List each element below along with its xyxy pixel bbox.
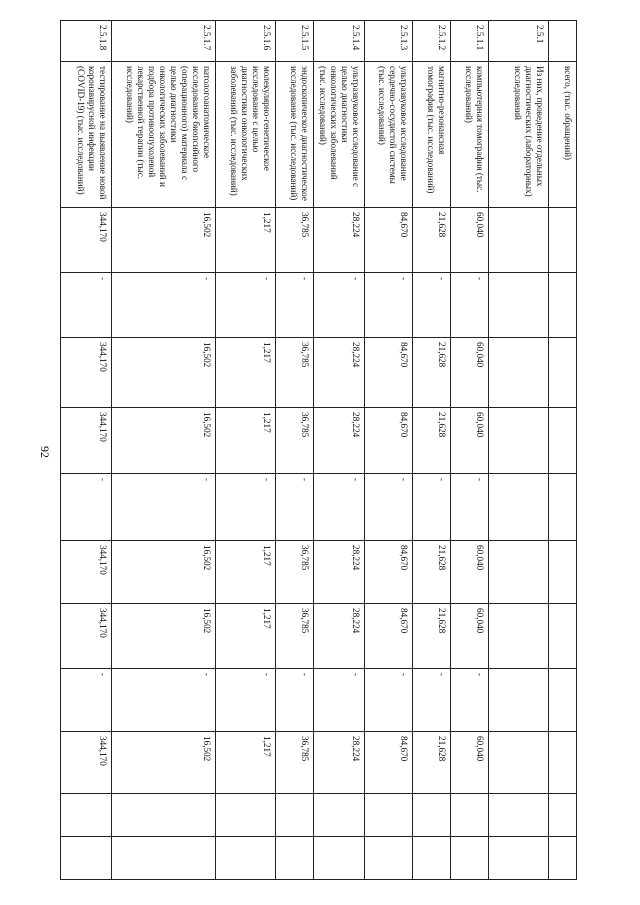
- value-cell: [451, 837, 489, 880]
- row-code: 2.5.1.6: [216, 21, 276, 62]
- table-row: [413, 21, 451, 880]
- value-cell: 36,785: [276, 408, 314, 474]
- value-cell: 21,628: [413, 338, 451, 408]
- row-code: 2.5.1.5: [276, 21, 314, 62]
- value-cell: 16,502: [112, 541, 216, 604]
- value-cell: [549, 408, 577, 474]
- value-cell: [549, 273, 577, 338]
- value-cell: -: [216, 474, 276, 541]
- value-cell: 28,224: [314, 208, 365, 273]
- value-cell: -: [216, 669, 276, 732]
- value-cell: [314, 837, 365, 880]
- row-code: 2.5.1.8: [61, 21, 112, 62]
- value-cell: 84,670: [365, 408, 413, 474]
- value-cell: [489, 541, 549, 604]
- value-cell: -: [413, 474, 451, 541]
- value-cell: [314, 794, 365, 837]
- value-cell: 16,502: [112, 208, 216, 273]
- value-cell: [549, 541, 577, 604]
- value-cell: [216, 837, 276, 880]
- value-cell: 84,670: [365, 338, 413, 408]
- value-cell: 1,217: [216, 604, 276, 669]
- value-cell: 36,785: [276, 541, 314, 604]
- value-cell: -: [276, 669, 314, 732]
- value-cell: [489, 408, 549, 474]
- value-cell: 28,224: [314, 604, 365, 669]
- row-code: 2.5.1.1: [451, 21, 489, 62]
- value-cell: -: [314, 273, 365, 338]
- value-cell: [61, 837, 112, 880]
- value-cell: [549, 604, 577, 669]
- value-cell: 28,224: [314, 541, 365, 604]
- table-row: [112, 21, 216, 880]
- value-cell: 84,670: [365, 604, 413, 669]
- value-cell: 28,224: [314, 408, 365, 474]
- value-cell: -: [276, 273, 314, 338]
- table-row: [314, 21, 365, 880]
- row-label: магнитно-резонансная томография (тыс. исследований): [413, 62, 451, 208]
- row-label: компьютерная томография (тыс. исследований): [451, 62, 489, 208]
- value-cell: [216, 794, 276, 837]
- value-cell: 36,785: [276, 732, 314, 794]
- row-code: 2.5.1.7: [112, 21, 216, 62]
- value-cell: [112, 837, 216, 880]
- value-cell: 60,040: [451, 338, 489, 408]
- value-cell: -: [413, 273, 451, 338]
- value-cell: 344,170: [61, 541, 112, 604]
- table-row: [216, 21, 276, 880]
- value-cell: 60,040: [451, 604, 489, 669]
- data-table: [60, 20, 577, 880]
- value-cell: 28,224: [314, 338, 365, 408]
- value-cell: -: [112, 273, 216, 338]
- value-cell: 60,040: [451, 208, 489, 273]
- value-cell: [451, 794, 489, 837]
- value-cell: 344,170: [61, 732, 112, 794]
- value-cell: -: [61, 474, 112, 541]
- value-cell: -: [314, 669, 365, 732]
- value-cell: -: [365, 669, 413, 732]
- table-row: [61, 21, 112, 880]
- value-cell: [276, 837, 314, 880]
- value-cell: 21,628: [413, 732, 451, 794]
- value-cell: [549, 732, 577, 794]
- value-cell: [489, 208, 549, 273]
- value-cell: 21,628: [413, 208, 451, 273]
- value-cell: [549, 794, 577, 837]
- row-label: тестирование на выявление новой коронавирусной инфекции (COVID-19) (тыс. исследований): [61, 62, 112, 208]
- value-cell: -: [314, 474, 365, 541]
- row-code: 2.5.1.2: [413, 21, 451, 62]
- value-cell: [549, 837, 577, 880]
- value-cell: 1,217: [216, 408, 276, 474]
- value-cell: 1,217: [216, 338, 276, 408]
- value-cell: 36,785: [276, 338, 314, 408]
- row-code: [549, 21, 577, 62]
- value-cell: 60,040: [451, 732, 489, 794]
- value-cell: -: [61, 669, 112, 732]
- value-cell: 60,040: [451, 541, 489, 604]
- table-row: [365, 21, 413, 880]
- value-cell: [489, 273, 549, 338]
- value-cell: [549, 474, 577, 541]
- value-cell: -: [365, 474, 413, 541]
- row-label: патологоанатомическое исследование биопсийного (операционного) материала с целью диагностики онкологических заболеваний и подбора противоопухолевой лекарственной терапии (тыс. исследований): [112, 62, 216, 208]
- table-row: [489, 21, 549, 880]
- value-cell: 16,502: [112, 732, 216, 794]
- value-cell: 16,502: [112, 338, 216, 408]
- value-cell: [413, 837, 451, 880]
- value-cell: -: [365, 273, 413, 338]
- value-cell: [489, 669, 549, 732]
- value-cell: 16,502: [112, 408, 216, 474]
- value-cell: 16,502: [112, 604, 216, 669]
- value-cell: [549, 669, 577, 732]
- value-cell: [112, 794, 216, 837]
- value-cell: 1,217: [216, 541, 276, 604]
- value-cell: -: [451, 669, 489, 732]
- value-cell: -: [112, 474, 216, 541]
- value-cell: [549, 338, 577, 408]
- value-cell: [489, 837, 549, 880]
- row-label: эндоскопическое диагностическое исследование (тыс. исследований): [276, 62, 314, 208]
- row-label: ультразвуковое исследование с целью диагностики онкологических заболеваний (тыс. исследований): [314, 62, 365, 208]
- row-label: всего, (тыс. обращений): [549, 62, 577, 208]
- table-row: [276, 21, 314, 880]
- value-cell: [61, 794, 112, 837]
- row-label: Из них, проведение отдельных диагностических (лабораторных) исследований: [489, 62, 549, 208]
- value-cell: -: [112, 669, 216, 732]
- value-cell: 21,628: [413, 604, 451, 669]
- value-cell: [489, 474, 549, 541]
- value-cell: -: [451, 474, 489, 541]
- value-cell: -: [413, 669, 451, 732]
- value-cell: -: [451, 273, 489, 338]
- value-cell: [413, 794, 451, 837]
- value-cell: 344,170: [61, 408, 112, 474]
- value-cell: 344,170: [61, 208, 112, 273]
- value-cell: 21,628: [413, 408, 451, 474]
- value-cell: [489, 338, 549, 408]
- page-number: 92: [38, 446, 52, 458]
- value-cell: 21,628: [413, 541, 451, 604]
- value-cell: [365, 794, 413, 837]
- row-code: 2.5.1: [489, 21, 549, 62]
- row-code: 2.5.1.4: [314, 21, 365, 62]
- row-label: молекулярно-генетическое исследование с целью диагностики онкологических заболеваний (тыс. исследований): [216, 62, 276, 208]
- row-label: ультразвуковое исследование сердечно-сосудистой системы (тыс. исследований): [365, 62, 413, 208]
- value-cell: [276, 794, 314, 837]
- row-code: 2.5.1.3: [365, 21, 413, 62]
- table-row: [451, 21, 489, 880]
- value-cell: 36,785: [276, 604, 314, 669]
- value-cell: -: [276, 474, 314, 541]
- value-cell: -: [61, 273, 112, 338]
- value-cell: [365, 837, 413, 880]
- value-cell: 1,217: [216, 208, 276, 273]
- table-row: [549, 21, 577, 880]
- value-cell: 344,170: [61, 604, 112, 669]
- rotated-table-container: [76, 20, 577, 879]
- value-cell: [489, 732, 549, 794]
- value-cell: 84,670: [365, 541, 413, 604]
- value-cell: 28,224: [314, 732, 365, 794]
- value-cell: 36,785: [276, 208, 314, 273]
- value-cell: 60,040: [451, 408, 489, 474]
- value-cell: [549, 208, 577, 273]
- value-cell: -: [216, 273, 276, 338]
- value-cell: 84,670: [365, 208, 413, 273]
- value-cell: 84,670: [365, 732, 413, 794]
- value-cell: 1,217: [216, 732, 276, 794]
- value-cell: [489, 604, 549, 669]
- value-cell: 344,170: [61, 338, 112, 408]
- value-cell: [489, 794, 549, 837]
